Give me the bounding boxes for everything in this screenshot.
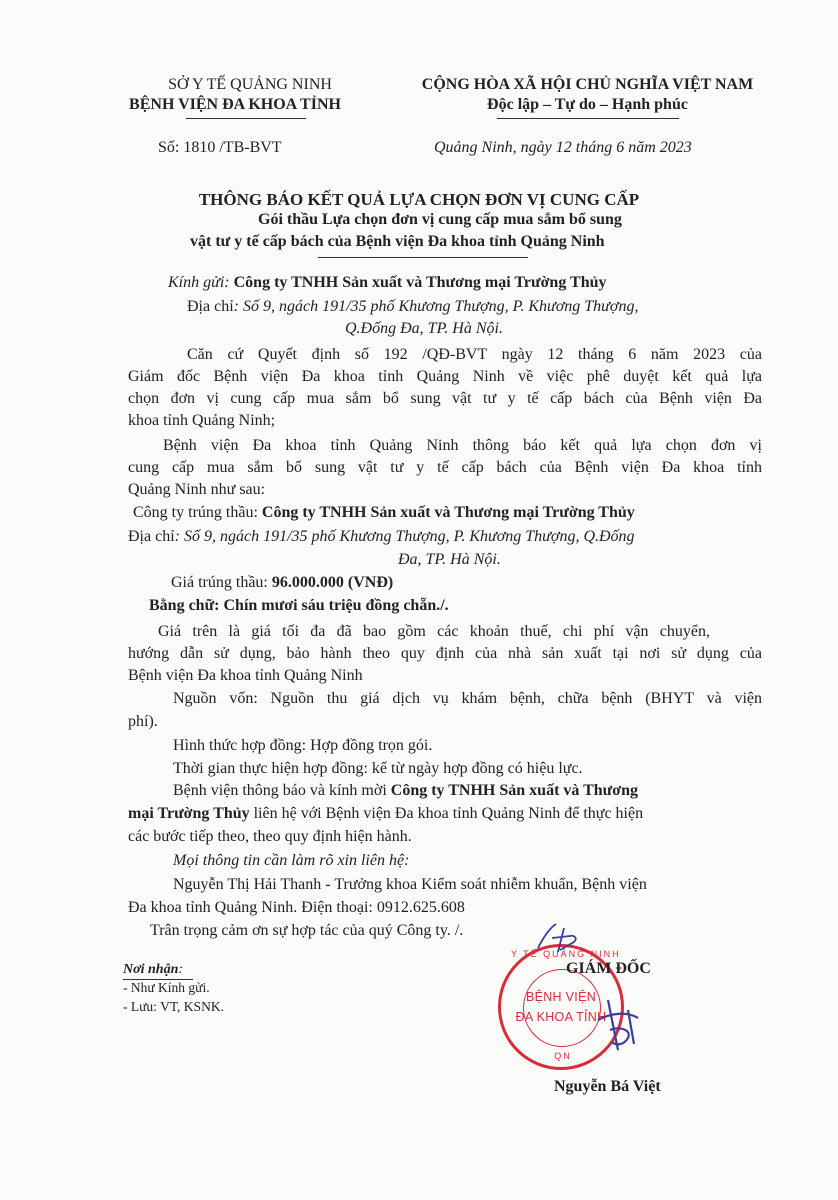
- para4-line2: phí).: [128, 713, 158, 730]
- signer-title: GIÁM ĐỐC: [566, 960, 651, 977]
- document-number: Số: 1810 /TB-BVT: [158, 139, 282, 156]
- recipient-address-line-2: Q.Đống Đa, TP. Hà Nội.: [345, 320, 503, 337]
- para2-line2: cung cấp mua sắm bổ sung vật tư y tế cấp bách của Bệnh viện Đa khoa tỉnh: [128, 459, 762, 476]
- closing-thanks: Trân trọng cảm ơn sự hợp tác của quý Công ty. /.: [150, 922, 464, 939]
- recipient-item-1: - Như Kính gửi.: [123, 980, 210, 995]
- price-in-words: Bằng chữ: Chín mươi sáu triệu đồng chẵn./.: [149, 597, 449, 614]
- stamp-ring-bottom: QN: [554, 1051, 572, 1061]
- para1-line4: khoa tỉnh Quảng Ninh;: [128, 412, 276, 429]
- recipient-item-2: - Lưu: VT, KSNK.: [123, 999, 224, 1014]
- para7-company-a: Công ty TNHH Sản xuất và Thương: [390, 782, 639, 799]
- para8-contact-intro: Mọi thông tin cần làm rõ xin liên hệ:: [173, 852, 410, 869]
- price-line: [171, 574, 393, 592]
- stamp-line-2: ĐA KHOA TỈNH: [515, 1010, 607, 1024]
- winner-address-line-1: [128, 528, 635, 546]
- nation-line-2: Độc lập – Tự do – Hạnh phúc: [487, 96, 688, 113]
- para6: Thời gian thực hiện hợp đồng: kể từ ngày hợp đồng có hiệu lực.: [173, 760, 583, 777]
- para3-line3: Bệnh viện Đa khoa tỉnh Quảng Ninh: [128, 667, 363, 684]
- para9-line2: Đa khoa tỉnh Quảng Ninh. Điện thoại: 0912.625.608: [128, 899, 465, 916]
- agency-underline: [186, 118, 306, 119]
- price-value: 96.000.000 (VNĐ): [271, 574, 394, 591]
- para1-line2: Giám đốc Bệnh viện Đa khoa tỉnh Quảng Ninh về việc phê duyệt kết quả lựa: [128, 368, 762, 385]
- title-sub-2: vật tư y tế cấp bách của Bệnh viện Đa khoa tỉnh Quảng Ninh: [190, 233, 605, 250]
- para7-company-b: mại Trường Thủy: [128, 805, 250, 822]
- document-title: THÔNG BÁO KẾT QUẢ LỰA CHỌN ĐƠN VỊ CUNG CẤP: [198, 190, 640, 209]
- nation-underline: [497, 118, 679, 119]
- para4-line1: Nguồn vốn: Nguồn thu giá dịch vụ khám bệnh, chữa bệnh (BHYT và viện: [173, 690, 762, 707]
- winner-line: [133, 504, 635, 522]
- para9-line1: Nguyễn Thị Hải Thanh - Trưởng khoa Kiểm soát nhiễm khuẩn, Bệnh viện: [173, 876, 647, 893]
- para3-line1: Giá trên là giá tối đa đã bao gồm các khoản thuế, chi phí vận chuyển,: [158, 623, 710, 640]
- para7-text-b: liên hệ với Bệnh viện Đa khoa tỉnh Quảng Ninh để thực hiện: [249, 805, 644, 822]
- recipient-label: Kính gửi:: [168, 274, 230, 291]
- winner-address-line-2: Đa, TP. Hà Nội.: [398, 551, 501, 568]
- winner-address-text-1: : Số 9, ngách 191/35 phố Khương Thượng, P. Khương Thượng, Q.Đống: [174, 528, 635, 545]
- recipients-label: Nơi nhận: [123, 962, 179, 977]
- stamp-ring-top: Y TẾ QUẢNG NINH: [511, 949, 621, 959]
- para7-line1: [173, 782, 638, 800]
- recipient-address-line-1: [187, 298, 638, 316]
- agency-line-2: BỆNH VIỆN ĐA KHOA TỈNH: [129, 96, 341, 113]
- title-sub-1: Gói thầu Lựa chọn đơn vị cung cấp mua sắm bổ sung: [258, 211, 622, 228]
- para7-text-a: Bệnh viện thông báo và kính mời: [173, 782, 391, 799]
- para1-line1: Căn cứ Quyết định số 192 /QĐ-BVT ngày 12 tháng 6 năm 2023 của: [187, 346, 762, 363]
- para2-line1: Bệnh viện Đa khoa tỉnh Quảng Ninh thông báo kết quả lựa chọn đơn vị: [163, 437, 762, 454]
- initial-signature: [530, 918, 590, 958]
- para1-line3: chọn đơn vị cung cấp mua sắm bổ sung vật tư y tế cấp bách của Bệnh viện Đa: [128, 390, 762, 407]
- para7-line3: các bước tiếp theo, theo quy định hiện hành.: [128, 828, 412, 845]
- nation-line-1: CỘNG HÒA XÃ HỘI CHỦ NGHĨA VIỆT NAM: [421, 76, 754, 93]
- para2-line3: Quảng Ninh như sau:: [128, 481, 266, 498]
- winner-name: Công ty TNHH Sản xuất và Thương mại Trường Thủy: [261, 504, 635, 521]
- para5: Hình thức hợp đồng: Hợp đồng trọn gói.: [173, 737, 433, 754]
- agency-line-1: SỞ Y TẾ QUẢNG NINH: [168, 76, 332, 93]
- recipient-name: Công ty TNHH Sản xuất và Thương mại Trường Thủy: [233, 274, 607, 291]
- winner-address-label: Địa chỉ: [128, 528, 175, 545]
- para7-line2: [128, 805, 643, 823]
- title-underline: [318, 257, 528, 258]
- stamp-line-1: BỆNH VIỆN: [525, 990, 597, 1004]
- recipient-address-label: Địa chỉ: [187, 298, 234, 315]
- place-date: Quảng Ninh, ngày 12 tháng 6 năm 2023: [434, 139, 692, 156]
- recipients-heading: [123, 962, 183, 978]
- para3-line2: hướng dẫn sử dụng, bảo hành theo quy định của nhà sản xuất tại nơi sử dụng của: [128, 645, 762, 662]
- recipient-address-text-1: : Số 9, ngách 191/35 phố Khương Thượng, P. Khương Thượng,: [233, 298, 639, 315]
- director-signature: [588, 990, 658, 1060]
- signer-name: Nguyễn Bá Việt: [554, 1078, 661, 1095]
- recipient-line: [168, 274, 607, 292]
- recipients-colon: :: [178, 962, 184, 977]
- winner-label: Công ty trúng thầu:: [133, 504, 262, 521]
- price-label: Giá trúng thầu:: [171, 574, 272, 591]
